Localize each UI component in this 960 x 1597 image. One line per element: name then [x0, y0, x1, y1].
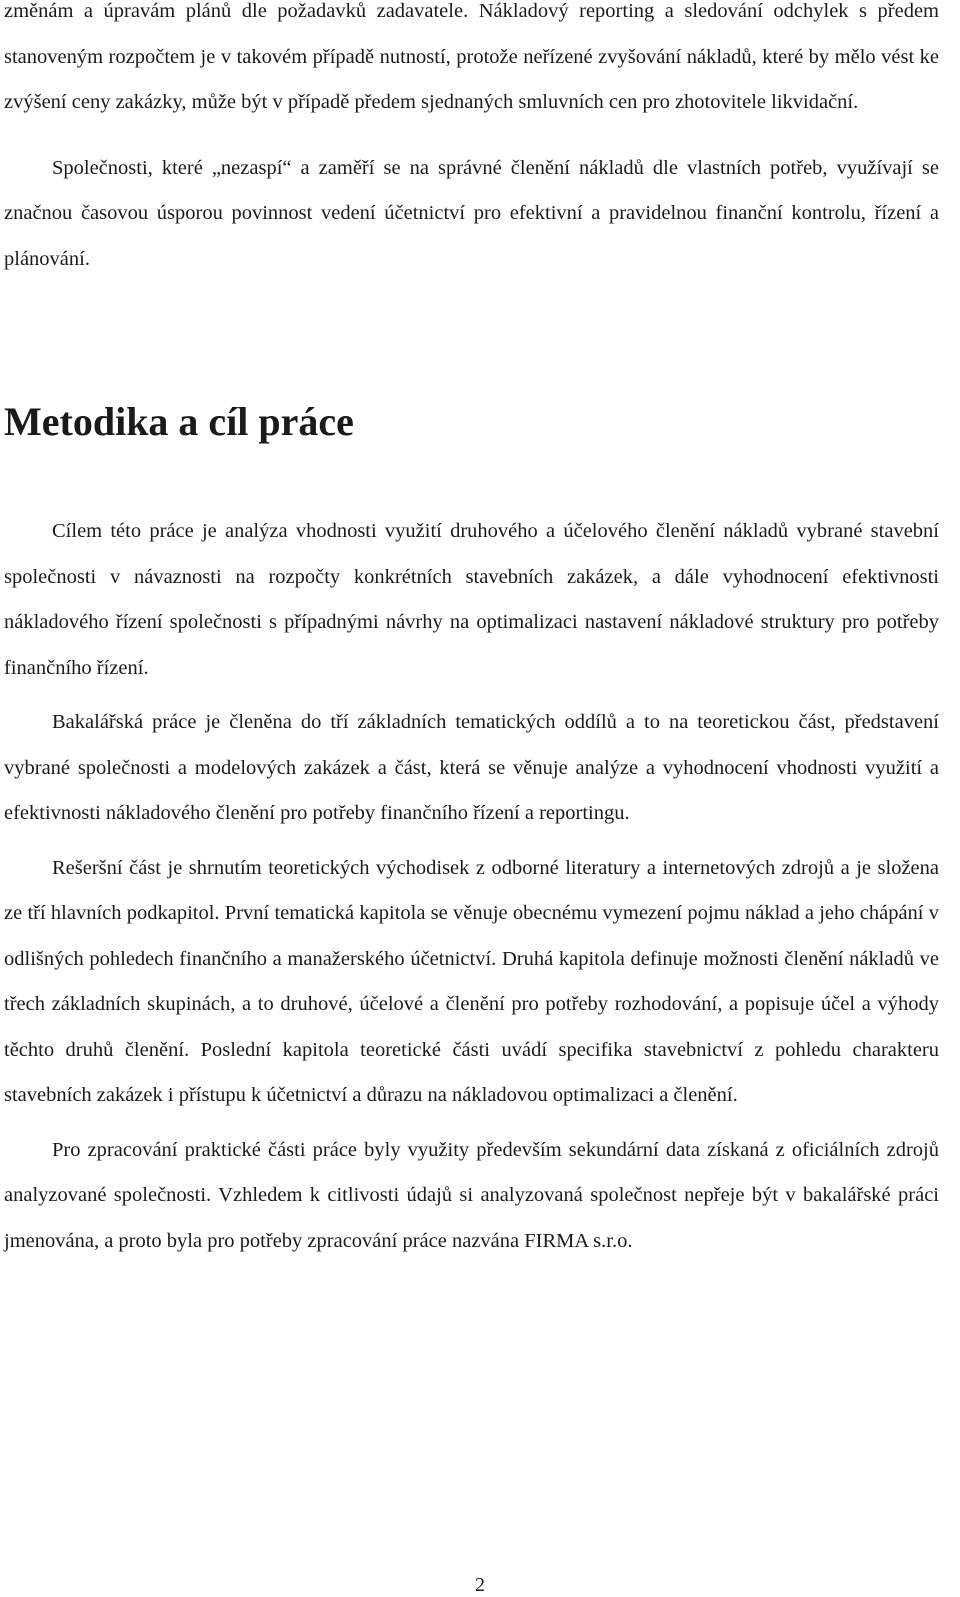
intro-section	[4, 0, 939, 282]
page-number: 2	[475, 1574, 485, 1596]
methodology-section	[4, 509, 939, 1264]
paragraph-goal: Cílem této práce je analýza vhodnosti využití druhového a účelového členění nákladů vybrané stavební společnosti v návaznosti na rozpočty konkrétních stavebních zakázek, a dále vyhodnocení efektivnosti nákladového řízení společnosti s případnými návrhy na optimalizaci nastavení nákladové struktury pro potřeby finančního řízení.	[4, 520, 939, 679]
paragraph-research: Rešeršní část je shrnutím teoretických východisek z odborné literatury a internetových zdrojů a je složena ze tří hlavních podkapitol. První tematická kapitola se věnuje obecnému vymezení pojmu náklad a jeho chápání v odlišných pohledech finančního a manažerského účetnictví. Druhá kapitola definuje možnosti členění nákladů ve třech základních skupinách, a to druhové, účelové a členění pro potřeby rozhodování, a popisuje účel a výhody těchto druhů členění. Poslední kapitola teoretické části uvádí specifika stavebnictví z pohledu charakteru stavebních zakázek i přístupu k účetnictví a důrazu na nákladovou optimalizaci a členění.	[4, 856, 939, 1106]
paragraph-practical: Pro zpracování praktické části práce byly využity především sekundární data získaná z oficiálních zdrojů analyzované společnosti. Vzhledem k citlivosti údajů si analyzovaná společnost nepřeje být v bakalářské práci jmenována, a proto byla pro potřeby zpracování práce nazvána FIRMA s.r.o.	[4, 1138, 939, 1252]
paragraph-structure: Bakalářská práce je členěna do tří základních tematických oddílů a to na teoretickou část, představení vybrané společnosti a modelových zakázek a část, která se věnuje analýze a vyhodnocení vhodnosti využití a efektivnosti nákladového členění pro potřeby finančního řízení a reportingu.	[4, 711, 939, 824]
section-heading: Metodika a cíl práce	[4, 399, 354, 444]
paragraph-continuation: změnám a úpravám plánů dle požadavků zadavatele. Nákladový reporting a sledování odchylek s předem stanoveným rozpočtem je v takovém případě nutností, protože neřízené zvyšování nákladů, které by mělo vést ke zvýšení ceny zakázky, může být v případě předem sjednaných smluvních cen pro zhotovitele likvidační.	[4, 0, 939, 113]
paragraph-companies: Společnosti, které „nezaspí“ a zaměří se na správné členění nákladů dle vlastních potřeb, využívají se značnou časovou úsporou povinnost vedení účetnictví pro efektivní a pravidelnou finanční kontrolu, řízení a plánování.	[4, 156, 939, 270]
